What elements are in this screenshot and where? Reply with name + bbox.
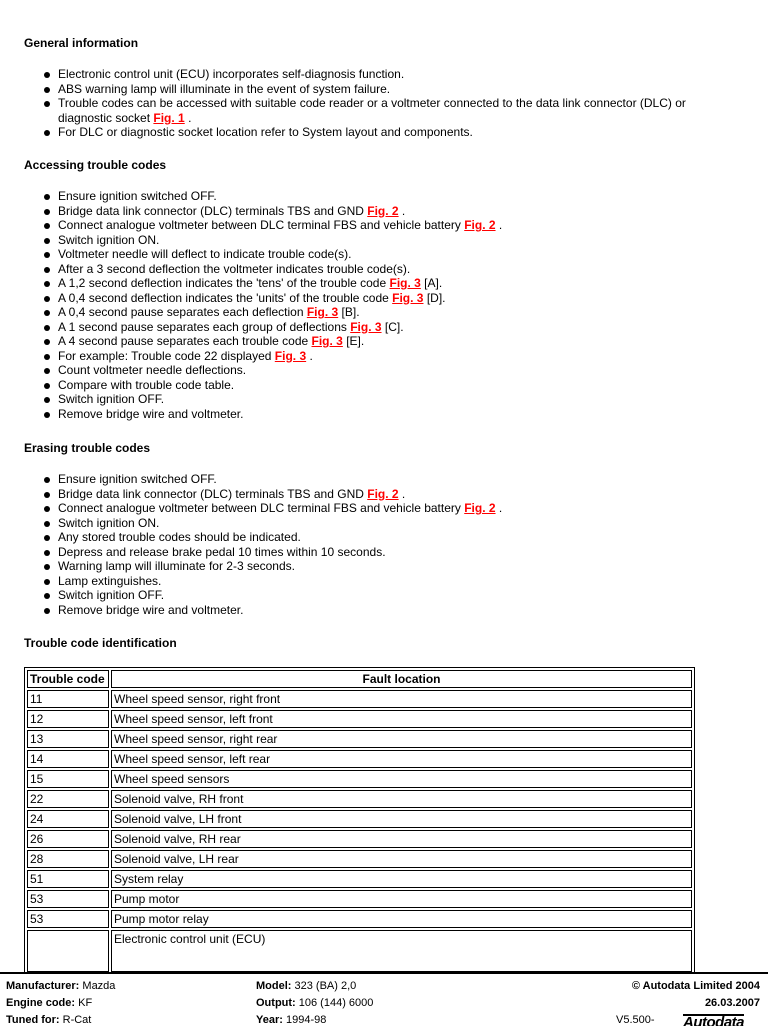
autodata-logo: Autodata <box>683 1014 744 1026</box>
fault-location-cell: Solenoid valve, LH rear <box>111 850 692 868</box>
list-item: Bridge data link connector (DLC) terminals TBS and GND Fig. 2 . <box>0 204 740 219</box>
list-item: Switch ignition OFF. <box>0 392 740 407</box>
list-item: For DLC or diagnostic socket location refer to System layout and components. <box>0 125 740 140</box>
list-item: A 0,4 second pause separates each deflection Fig. 3 [B]. <box>0 305 740 320</box>
list-item: Ensure ignition switched OFF. <box>0 472 740 487</box>
list-item: Connect analogue voltmeter between DLC terminal FBS and vehicle battery Fig. 2 . <box>0 501 740 516</box>
fault-location-cell: Electronic control unit (ECU) <box>111 930 692 972</box>
footer-year: Year: 1994-98 <box>256 1014 327 1026</box>
list-item: Lamp extinguishes. <box>0 574 740 589</box>
footer-engine-code: Engine code: KF <box>6 997 93 1009</box>
list-item: ABS warning lamp will illuminate in the event of system failure. <box>0 82 740 97</box>
list-item: Switch ignition ON. <box>0 516 740 531</box>
column-header-code: Trouble code <box>27 670 109 688</box>
list-item: Ensure ignition switched OFF. <box>0 189 740 204</box>
footer-date: 26.03.2007 <box>704 997 760 1009</box>
table-row <box>27 850 692 868</box>
list-item: Any stored trouble codes should be indicated. <box>0 530 740 545</box>
table-row <box>27 930 692 972</box>
list-item: A 4 second pause separates each trouble code Fig. 3 [E]. <box>0 334 740 349</box>
accessing-list <box>0 189 740 421</box>
footer <box>0 972 768 1026</box>
fault-location-cell: Wheel speed sensor, left rear <box>111 750 692 768</box>
trouble-code-cell: 51 <box>27 870 109 888</box>
figure-link[interactable]: Fig. 3 <box>274 348 307 363</box>
table-row <box>27 710 692 728</box>
fault-location-cell: Wheel speed sensor, left front <box>111 710 692 728</box>
trouble-code-cell <box>27 930 109 972</box>
list-item: Remove bridge wire and voltmeter. <box>0 407 740 422</box>
trouble-code-cell: 24 <box>27 810 109 828</box>
figure-link[interactable]: Fig. 3 <box>392 290 424 305</box>
figure-link[interactable]: Fig. 2 <box>367 203 399 218</box>
trouble-code-cell: 13 <box>27 730 109 748</box>
list-item: For example: Trouble code 22 displayed Fig. 3 . <box>0 349 740 364</box>
list-item: Count voltmeter needle deflections. <box>0 363 740 378</box>
figure-link[interactable]: Fig. 3 <box>350 319 382 334</box>
table-row <box>27 790 692 808</box>
table-row <box>27 870 692 888</box>
table-row <box>27 750 692 768</box>
table-row <box>27 910 692 928</box>
list-item: Depress and release brake pedal 10 times within 10 seconds. <box>0 545 740 560</box>
section-heading-erasing: Erasing trouble codes <box>24 441 151 455</box>
section-heading-identification: Trouble code identification <box>24 636 177 650</box>
fault-location-cell: Solenoid valve, RH front <box>111 790 692 808</box>
fault-location-cell: Wheel speed sensors <box>111 770 692 788</box>
list-item: Trouble codes can be accessed with suitable code reader or a voltmeter connected to the data link connector (DLC) or diagnostic socket Fig. 1 . <box>0 96 740 125</box>
list-item: Remove bridge wire and voltmeter. <box>0 603 740 618</box>
figure-link[interactable]: Fig. 3 <box>389 276 421 290</box>
list-item: A 0,4 second deflection indicates the 'units' of the trouble code Fig. 3 [D]. <box>0 291 740 306</box>
footer-copyright: © Autodata Limited 2004 <box>631 980 760 992</box>
fault-location-cell: Pump motor relay <box>111 910 692 928</box>
list-item: After a 3 second deflection the voltmeter indicates trouble code(s). <box>0 262 740 277</box>
trouble-code-cell: 53 <box>27 910 109 928</box>
table-body <box>27 690 692 972</box>
list-item: Warning lamp will illuminate for 2-3 seconds. <box>0 559 740 574</box>
fault-location-cell: System relay <box>111 870 692 888</box>
figure-link[interactable]: Fig. 3 <box>306 305 339 319</box>
list-item: Switch ignition ON. <box>0 233 740 248</box>
table-row <box>27 890 692 908</box>
trouble-code-cell: 15 <box>27 770 109 788</box>
list-item: A 1 second pause separates each group of deflections Fig. 3 [C]. <box>0 320 740 335</box>
table-row <box>27 830 692 848</box>
fault-location-cell: Pump motor <box>111 890 692 908</box>
trouble-code-cell: 14 <box>27 750 109 768</box>
column-header-fault: Fault location <box>111 670 692 688</box>
table-row <box>27 690 692 708</box>
fault-location-cell: Wheel speed sensor, right front <box>111 690 692 708</box>
footer-output: Output: 106 (144) 6000 <box>256 997 374 1009</box>
trouble-code-cell: 22 <box>27 790 109 808</box>
figure-link[interactable]: Fig. 3 <box>311 334 343 348</box>
table-row <box>27 730 692 748</box>
table-header-row <box>27 670 692 688</box>
figure-link[interactable]: Fig. 2 <box>464 218 496 232</box>
table-row <box>27 770 692 788</box>
footer-manufacturer: Manufacturer: Mazda <box>6 980 116 992</box>
figure-link[interactable]: Fig. 1 <box>153 110 185 125</box>
list-item: Voltmeter needle will deflect to indicate trouble code(s). <box>0 247 740 262</box>
trouble-code-cell: 11 <box>27 690 109 708</box>
trouble-code-cell: 12 <box>27 710 109 728</box>
trouble-code-cell: 28 <box>27 850 109 868</box>
list-item: A 1,2 second deflection indicates the 'tens' of the trouble code Fig. 3 [A]. <box>0 276 740 291</box>
footer-tuned-for: Tuned for: R-Cat <box>6 1014 92 1026</box>
trouble-code-table <box>24 667 695 975</box>
trouble-code-cell: 53 <box>27 890 109 908</box>
section-heading-accessing: Accessing trouble codes <box>24 158 167 172</box>
list-item: Switch ignition OFF. <box>0 588 740 603</box>
list-item: Electronic control unit (ECU) incorporates self-diagnosis function. <box>0 67 740 82</box>
section-heading-general: General information <box>24 36 139 50</box>
footer-version: V5.500- <box>616 1014 655 1026</box>
figure-link[interactable]: Fig. 2 <box>464 501 496 515</box>
general-list <box>0 67 740 140</box>
list-item: Connect analogue voltmeter between DLC terminal FBS and vehicle battery Fig. 2 . <box>0 218 740 233</box>
list-item: Compare with trouble code table. <box>0 378 740 393</box>
footer-model: Model: 323 (BA) 2,0 <box>256 980 357 992</box>
fault-location-cell: Wheel speed sensor, right rear <box>111 730 692 748</box>
figure-link[interactable]: Fig. 2 <box>367 486 399 501</box>
list-item: Bridge data link connector (DLC) terminals TBS and GND Fig. 2 . <box>0 487 740 502</box>
fault-location-cell: Solenoid valve, RH rear <box>111 830 692 848</box>
trouble-code-cell: 26 <box>27 830 109 848</box>
fault-location-cell: Solenoid valve, LH front <box>111 810 692 828</box>
table-row <box>27 810 692 828</box>
erasing-list <box>0 472 740 617</box>
